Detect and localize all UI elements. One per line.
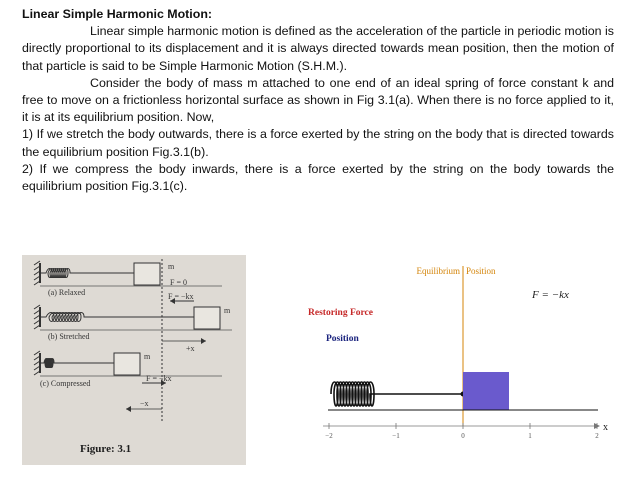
spring-relaxed <box>40 269 134 278</box>
disp-label-b: +x <box>186 344 195 353</box>
tick-label-2: 2 <box>595 432 599 440</box>
wall-b <box>34 305 40 329</box>
compress-item: 2) If we compress the body inwards, there is a force exerted by the string on the body towards the equilibrium position Fig.3.1(c). <box>22 161 614 194</box>
mass-block-a <box>134 263 160 285</box>
shm-simulation-figure <box>298 258 616 440</box>
spring-mass-figure <box>22 255 246 465</box>
relaxed-label: (a) Relaxed <box>48 288 86 297</box>
mass-label-a: m <box>168 262 175 271</box>
position-label: Position <box>326 334 359 344</box>
setup-paragraph <box>22 75 614 127</box>
disp-label-c: −x <box>140 399 149 408</box>
force-label-b: F = −kx <box>168 292 194 301</box>
force-formula: F = −kx <box>532 289 569 301</box>
disp-arrowhead-c <box>126 406 131 412</box>
definition-text: Linear simple harmonic motion is defined as the acceleration of the particle in periodic motion is directly proportional to its displacement and it is always directed towards mean position, then the motion of that particle is said to be Simple Harmonic Motion (S.H.M.). <box>22 24 614 73</box>
stretch-item: 1) If we stretch the body outwards, there is a force exerted by the string on the body that is directed towards the equilibrium position Fig.3.1(b). <box>22 127 614 159</box>
mass-block-b <box>194 307 220 329</box>
section-heading: Linear Simple Harmonic Motion: <box>22 7 213 21</box>
mass-label-c: m <box>144 352 151 361</box>
equilibrium-label: Equilibrium <box>416 266 460 276</box>
equilibrium-position-label: Position <box>466 266 496 276</box>
setup-text: Consider the body of mass m attached to one end of an ideal spring of force constant k and free to move on a frictionless horizontal surface as shown in Fig 3.1(a). When there is no force applied to it, it is at its equilibrium position. Now, <box>22 75 614 125</box>
spring-compressed <box>40 359 114 368</box>
spring-stretched <box>40 313 194 322</box>
mass-block-c <box>114 353 140 375</box>
stretched-label: (b) Stretched <box>48 332 90 341</box>
spring-mass-diagram <box>22 255 246 440</box>
compressed-label: (c) Compressed <box>40 379 91 388</box>
force-label-c: F = −kx <box>146 374 172 383</box>
text-content <box>22 6 614 195</box>
x-axis-label: x <box>603 422 608 433</box>
figure-caption: Figure: 3.1 <box>80 443 132 455</box>
restoring-force-label: Restoring Force <box>308 308 373 318</box>
force-zero-label: F = 0 <box>170 278 187 287</box>
disp-arrowhead-b <box>201 338 206 344</box>
wall-c <box>34 351 40 375</box>
tick-label-neg2: −2 <box>325 432 333 440</box>
tick-label-1: 1 <box>528 432 532 440</box>
mass-label-b: m <box>224 306 231 315</box>
simulation-spring <box>331 382 463 406</box>
wall-a <box>34 261 40 285</box>
oscillating-block <box>463 372 509 410</box>
definition-paragraph <box>22 23 614 75</box>
tick-label-neg1: −1 <box>392 432 400 440</box>
tick-label-0: 0 <box>461 432 465 440</box>
shm-graph <box>298 258 616 440</box>
